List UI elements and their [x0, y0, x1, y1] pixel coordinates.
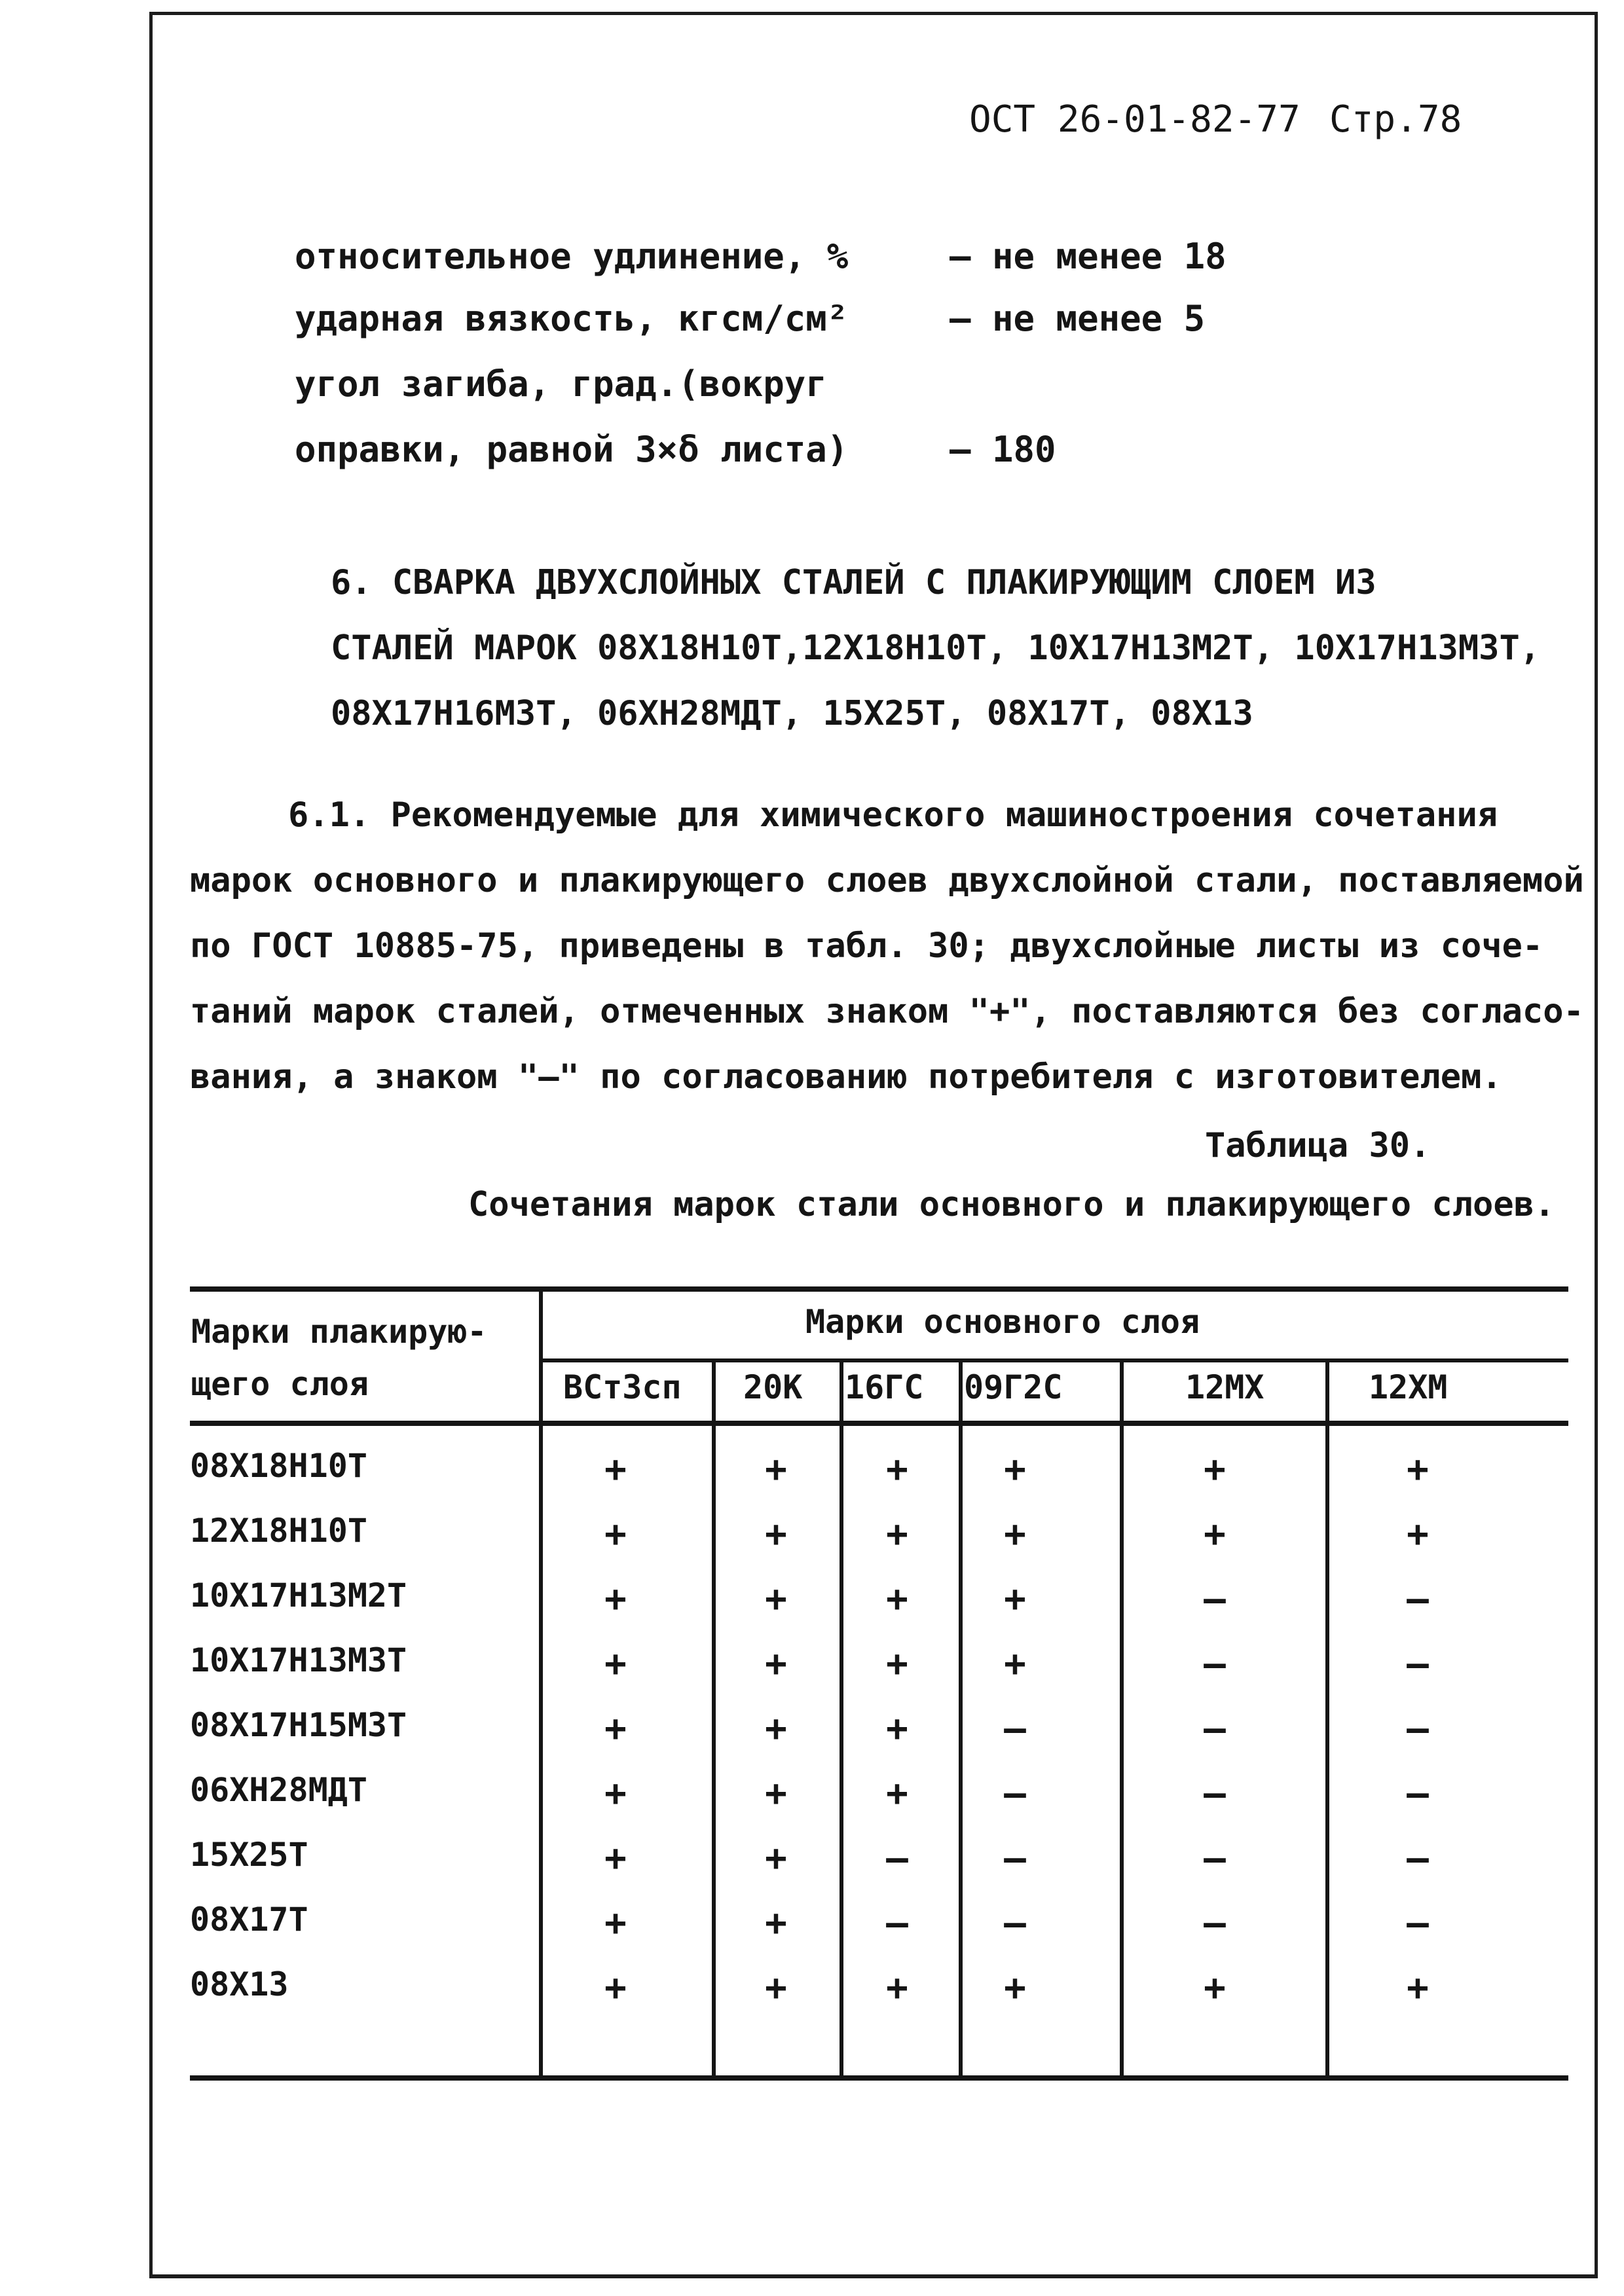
table-cell: – — [1004, 1837, 1026, 1880]
table-cell: + — [604, 1707, 627, 1750]
paragraph-line: по ГОСТ 10885-75, приведены в табл. 30; двухслойные листы из соче- — [190, 926, 1543, 966]
table-cell: + — [765, 1513, 787, 1556]
table-cell: – — [1407, 1578, 1429, 1620]
column-divider — [712, 1360, 716, 2079]
table-cell: – — [886, 1837, 908, 1880]
property-name: угол загиба, град.(вокруг — [295, 363, 827, 405]
paragraph-line: вания, а знаком "–" по согласованию потребителя с изготовителем. — [190, 1057, 1502, 1097]
property-name: ударная вязкость, кгсм/см² — [295, 298, 849, 339]
table-cell: + — [604, 1448, 627, 1491]
table-cell: + — [886, 1513, 908, 1556]
row-header-line: щего слоя — [191, 1365, 369, 1403]
table-cell: + — [604, 1837, 627, 1880]
column-divider — [1120, 1360, 1124, 2079]
table-row-label: 15Х25Т — [190, 1836, 308, 1874]
table-cell: + — [604, 1772, 627, 1815]
table-cell: + — [1407, 1448, 1429, 1491]
table-cell: + — [765, 1707, 787, 1750]
table-cell: – — [1407, 1707, 1429, 1750]
row-header-line: Марки плакирую- — [191, 1313, 487, 1351]
table-bottom-rule — [190, 2075, 1568, 2081]
table-cell: + — [765, 1643, 787, 1685]
table-cell: + — [886, 1643, 908, 1685]
table-top-rule — [190, 1286, 1568, 1292]
table-row-label: 08Х13 — [190, 1965, 289, 2003]
table-cell: + — [1407, 1513, 1429, 1556]
table-cell: – — [1204, 1707, 1226, 1750]
column-divider — [959, 1360, 963, 2079]
table-caption: Сочетания марок стали основного и плакирующего слоев. — [468, 1185, 1555, 1224]
table-cell: + — [886, 1772, 908, 1815]
property-value: – не менее 18 — [950, 236, 1227, 277]
table-cell: + — [1204, 1513, 1226, 1556]
table-cell: + — [765, 1837, 787, 1880]
table-cell: + — [604, 1902, 627, 1944]
document-code: ОСТ 26-01-82-77 — [969, 98, 1301, 141]
table-cell: – — [1204, 1643, 1226, 1685]
table-cell: – — [1204, 1772, 1226, 1815]
paragraph-line: таний марок сталей, отмеченных знаком "+", поставляются без согласо- — [190, 992, 1584, 1031]
column-header: ВСт3сп — [563, 1368, 682, 1406]
table-cell: + — [1004, 1513, 1026, 1556]
column-header: 12ХМ — [1369, 1368, 1448, 1406]
table-cell: + — [765, 1578, 787, 1620]
paragraph-line: марок основного и плакирующего слоев двухслойной стали, поставляемой — [190, 861, 1584, 900]
table-cell: + — [886, 1707, 908, 1750]
table-row-label: 08Х18Н10Т — [190, 1447, 367, 1485]
table-cell: – — [1204, 1837, 1226, 1880]
table-row-label: 06ХН28МДТ — [190, 1771, 367, 1809]
group-header: Марки основного слоя — [805, 1303, 1200, 1341]
paragraph-line: 6.1. Рекомендуемые для химического машиностроения сочетания — [288, 795, 1498, 835]
group-header-rule — [542, 1358, 1568, 1362]
table-row-label: 10Х17Н13М3Т — [190, 1641, 407, 1679]
table-cell: + — [604, 1967, 627, 2009]
table-cell: + — [765, 1448, 787, 1491]
property-value: – 180 — [950, 429, 1056, 470]
table-cell: + — [1004, 1448, 1026, 1491]
column-divider — [1325, 1360, 1329, 2079]
table-cell: – — [1407, 1837, 1429, 1880]
table-cell: – — [886, 1902, 908, 1944]
table-row-label: 12Х18Н10Т — [190, 1512, 367, 1550]
column-header: 09Г2С — [964, 1368, 1063, 1406]
table-cell: – — [1204, 1578, 1226, 1620]
section-heading-line: 6. СВАРКА ДВУХСЛОЙНЫХ СТАЛЕЙ С ПЛАКИРУЮЩИМ СЛОЕМ ИЗ — [331, 563, 1376, 602]
section-heading-line: СТАЛЕЙ МАРОК 08Х18Н10Т,12Х18Н10Т, 10Х17Н13М2Т, 10Х17Н13М3Т, — [331, 629, 1541, 668]
table-cell: + — [765, 1902, 787, 1944]
table-cell: + — [886, 1967, 908, 2009]
table-row-label: 08Х17Н15М3Т — [190, 1706, 407, 1744]
table-cell: + — [1004, 1578, 1026, 1620]
table-cell: + — [1204, 1967, 1226, 2009]
table-cell: + — [1204, 1448, 1226, 1491]
table-cell: + — [1407, 1967, 1429, 2009]
column-divider — [840, 1360, 843, 2079]
table-cell: + — [604, 1643, 627, 1685]
column-header: 20К — [743, 1368, 803, 1406]
header-bottom-rule — [190, 1421, 1568, 1426]
table-row-label: 08Х17Т — [190, 1901, 308, 1939]
column-header: 12МХ — [1185, 1368, 1264, 1406]
table-cell: – — [1204, 1902, 1226, 1944]
section-heading-line: 08Х17Н16М3Т, 06ХН28МДТ, 15Х25Т, 08Х17Т, 08Х13 — [331, 694, 1253, 733]
table-cell: – — [1407, 1772, 1429, 1815]
property-name: относительное удлинение, % — [295, 236, 849, 277]
table-cell: – — [1004, 1707, 1026, 1750]
table-cell: – — [1407, 1902, 1429, 1944]
table-cell: + — [765, 1772, 787, 1815]
table-cell: + — [604, 1578, 627, 1620]
property-name: оправки, равной 3×δ листа) — [295, 429, 849, 470]
table-cell: + — [1004, 1967, 1026, 2009]
table-label: Таблица 30. — [1205, 1126, 1431, 1165]
table-cell: + — [1004, 1643, 1026, 1685]
table-cell: + — [604, 1513, 627, 1556]
table-cell: + — [886, 1578, 908, 1620]
table-cell: + — [886, 1448, 908, 1491]
table-cell: – — [1407, 1643, 1429, 1685]
table-row-label: 10Х17Н13М2Т — [190, 1576, 407, 1614]
column-header: 16ГС — [845, 1368, 924, 1406]
page-number: Стр.78 — [1329, 98, 1462, 141]
table-cell: – — [1004, 1902, 1026, 1944]
column-divider — [539, 1290, 543, 2079]
table-cell: + — [765, 1967, 787, 2009]
property-value: – не менее 5 — [950, 298, 1206, 339]
table-cell: – — [1004, 1772, 1026, 1815]
